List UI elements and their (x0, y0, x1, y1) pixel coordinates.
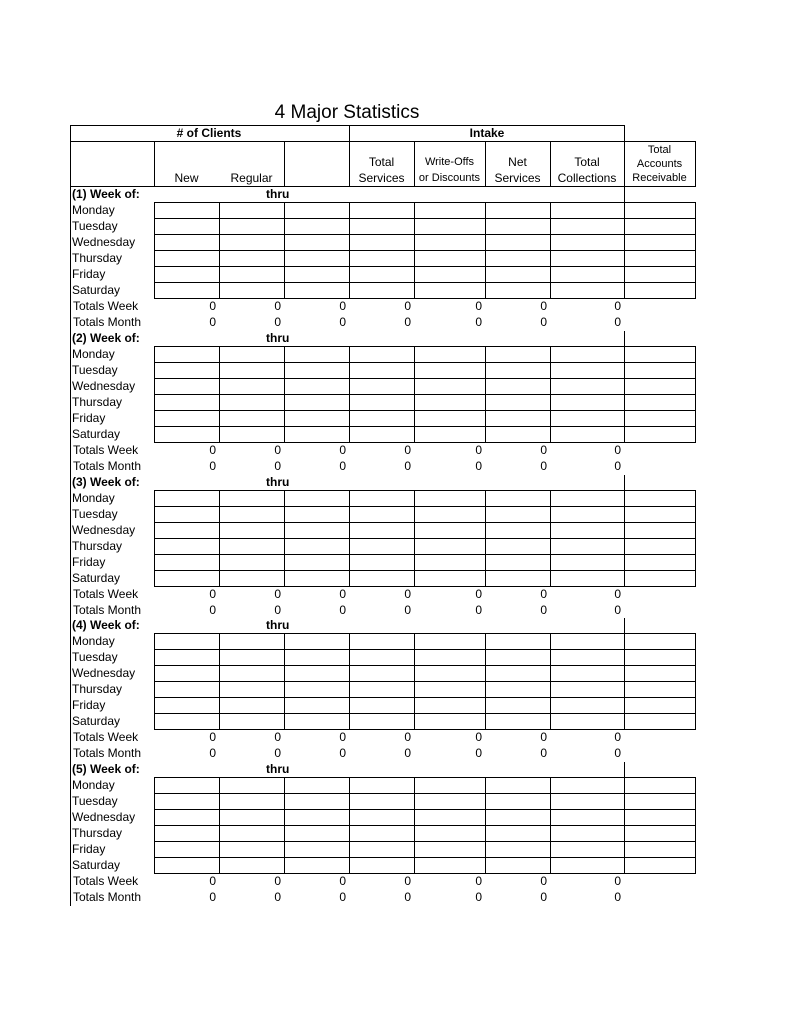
day-col-line (485, 202, 486, 299)
day-label: Thursday (72, 826, 123, 840)
day-row-line (154, 410, 695, 411)
day-label: Saturday (72, 571, 121, 585)
week-label: (5) Week of: (72, 762, 140, 776)
totals-week-label: Totals Week (73, 299, 139, 313)
day-col-line (414, 777, 415, 874)
week-label: (2) Week of: (72, 331, 140, 345)
totals-week-value: 0 (540, 299, 547, 313)
day-label: Saturday (72, 858, 121, 872)
block-left-border (70, 617, 71, 762)
totals-week-value: 0 (339, 587, 346, 601)
totals-month-value: 0 (614, 459, 621, 473)
day-col-line (624, 490, 625, 587)
block-right-stub (624, 618, 625, 633)
day-label: Monday (72, 203, 115, 217)
day-label: Friday (72, 698, 106, 712)
totals-month-value: 0 (614, 890, 621, 904)
totals-month-label: Totals Month (73, 603, 142, 617)
totals-month-value: 0 (339, 315, 346, 329)
totals-month-value: 0 (339, 746, 346, 760)
day-label: Thursday (72, 682, 123, 696)
totals-month-value: 0 (540, 603, 547, 617)
day-row-line (154, 681, 695, 682)
day-label: Wednesday (72, 810, 136, 824)
column-header-line2: Regular (230, 171, 273, 185)
totals-month-value: 0 (404, 459, 411, 473)
day-col-line (550, 633, 551, 730)
block-left-border (70, 186, 71, 331)
day-row-line (154, 809, 695, 810)
totals-month-value: 0 (209, 746, 216, 760)
day-row-line (154, 490, 695, 491)
day-label: Monday (72, 347, 115, 361)
totals-week-value: 0 (404, 299, 411, 313)
totals-month-value: 0 (274, 603, 281, 617)
day-col-line (485, 633, 486, 730)
week-label: (4) Week of: (72, 618, 140, 632)
thru-label: thru (266, 187, 290, 201)
totals-week-value: 0 (339, 874, 346, 888)
day-label: Friday (72, 842, 106, 856)
totals-month-value: 0 (540, 459, 547, 473)
group-label-clients: # of Clients (176, 126, 242, 140)
day-row-line (154, 234, 695, 235)
day-row-line (154, 570, 695, 571)
day-col-line (349, 633, 350, 730)
totals-month-value: 0 (274, 459, 281, 473)
day-col-line (695, 633, 696, 730)
day-label: Monday (72, 778, 115, 792)
week-label: (3) Week of: (72, 475, 140, 489)
totals-week-value: 0 (614, 730, 621, 744)
totals-week-value: 0 (404, 730, 411, 744)
totals-week-value: 0 (209, 730, 216, 744)
column-header-ar-line2: Accounts (636, 158, 683, 170)
day-col-line (219, 346, 220, 443)
column-header-line2: Services (358, 171, 405, 185)
totals-month-value: 0 (404, 746, 411, 760)
column-header-line1: Net (508, 155, 527, 169)
day-col-line (550, 346, 551, 443)
day-col-line (695, 490, 696, 587)
thru-label: thru (266, 618, 290, 632)
totals-week-value: 0 (475, 587, 482, 601)
block-left-border (70, 474, 71, 619)
header-ar-border (695, 141, 696, 187)
day-row-line (154, 378, 695, 379)
day-row-line (154, 394, 695, 395)
thru-label: thru (266, 331, 290, 345)
day-row-line (154, 554, 695, 555)
day-col-line (414, 490, 415, 587)
day-col-line (550, 202, 551, 299)
totals-month-value: 0 (475, 459, 482, 473)
totals-month-value: 0 (614, 746, 621, 760)
block-left-border (70, 761, 71, 906)
totals-week-value: 0 (274, 587, 281, 601)
day-label: Tuesday (72, 363, 118, 377)
totals-month-value: 0 (209, 890, 216, 904)
totals-month-label: Totals Month (73, 746, 142, 760)
day-label: Monday (72, 491, 115, 505)
totals-week-value: 0 (339, 443, 346, 457)
day-label: Thursday (72, 539, 123, 553)
column-header-line2: Services (494, 171, 541, 185)
block-right-stub (624, 762, 625, 777)
totals-week-label: Totals Week (73, 443, 139, 457)
day-label: Friday (72, 555, 106, 569)
totals-month-value: 0 (475, 603, 482, 617)
day-row-line (154, 250, 695, 251)
totals-week-value: 0 (274, 443, 281, 457)
day-row-line (154, 825, 695, 826)
day-row-line (154, 665, 695, 666)
header-col-border (284, 141, 285, 187)
day-col-line (485, 346, 486, 443)
day-label: Saturday (72, 427, 121, 441)
day-col-line (414, 633, 415, 730)
totals-week-value: 0 (540, 730, 547, 744)
totals-month-value: 0 (475, 315, 482, 329)
day-col-line (485, 777, 486, 874)
header-bottom-border (70, 186, 695, 187)
column-header-ar-line1: Total (647, 144, 672, 156)
column-header-line1: Total (574, 155, 600, 169)
totals-week-value: 0 (475, 443, 482, 457)
day-row-line (154, 362, 695, 363)
totals-month-value: 0 (404, 890, 411, 904)
block-right-stub (624, 475, 625, 490)
totals-week-label: Totals Week (73, 874, 139, 888)
day-label: Saturday (72, 714, 121, 728)
totals-week-value: 0 (274, 874, 281, 888)
totals-week-value: 0 (209, 874, 216, 888)
day-col-line (154, 346, 155, 443)
totals-week-value: 0 (274, 730, 281, 744)
day-label: Tuesday (72, 507, 118, 521)
totals-month-value: 0 (475, 746, 482, 760)
day-row-line (154, 346, 695, 347)
totals-week-value: 0 (339, 299, 346, 313)
totals-week-value: 0 (475, 874, 482, 888)
totals-week-value: 0 (209, 587, 216, 601)
day-col-line (154, 202, 155, 299)
page-title: 4 Major Statistics (274, 102, 420, 123)
column-header-line2: or Discounts (418, 172, 481, 184)
day-label: Wednesday (72, 523, 136, 537)
group-label-intake: Intake (469, 126, 505, 140)
day-row-line (154, 793, 695, 794)
column-header-ar-line3: Receivable (632, 172, 687, 184)
day-row-line (154, 202, 695, 203)
day-col-line (485, 490, 486, 587)
totals-week-value: 0 (274, 299, 281, 313)
column-header-line1: Write-Offs (424, 156, 475, 168)
totals-month-value: 0 (404, 603, 411, 617)
day-label: Tuesday (72, 219, 118, 233)
thru-label: thru (266, 762, 290, 776)
totals-week-value: 0 (404, 443, 411, 457)
day-col-line (624, 633, 625, 730)
day-col-line (414, 346, 415, 443)
day-label: Wednesday (72, 666, 136, 680)
column-header-line1: Total (368, 155, 395, 169)
totals-month-value: 0 (540, 315, 547, 329)
totals-month-value: 0 (209, 459, 216, 473)
thru-label: thru (266, 475, 290, 489)
totals-week-label: Totals Week (73, 587, 139, 601)
day-col-line (349, 202, 350, 299)
day-row-line (154, 857, 695, 858)
totals-week-value: 0 (614, 587, 621, 601)
day-label: Wednesday (72, 379, 136, 393)
totals-month-value: 0 (274, 746, 281, 760)
totals-month-value: 0 (339, 603, 346, 617)
totals-week-value: 0 (475, 730, 482, 744)
totals-month-value: 0 (209, 315, 216, 329)
totals-month-value: 0 (614, 315, 621, 329)
day-col-line (349, 346, 350, 443)
day-label: Friday (72, 411, 106, 425)
day-col-line (284, 202, 285, 299)
totals-week-value: 0 (475, 299, 482, 313)
block-left-border (70, 330, 71, 475)
day-label: Tuesday (72, 794, 118, 808)
block-right-stub (624, 331, 625, 346)
day-col-line (284, 346, 285, 443)
header-mid-border (70, 141, 695, 142)
day-col-line (284, 777, 285, 874)
totals-month-value: 0 (274, 315, 281, 329)
totals-month-value: 0 (540, 746, 547, 760)
day-row-line (154, 649, 695, 650)
day-row-line (154, 506, 695, 507)
day-col-line (624, 346, 625, 443)
day-col-line (695, 202, 696, 299)
totals-week-value: 0 (614, 299, 621, 313)
day-row-line (154, 713, 695, 714)
day-col-line (624, 777, 625, 874)
day-col-line (550, 777, 551, 874)
day-label: Wednesday (72, 235, 136, 249)
day-col-line (695, 777, 696, 874)
day-col-line (219, 202, 220, 299)
totals-week-value: 0 (339, 730, 346, 744)
day-label: Thursday (72, 395, 123, 409)
day-col-line (414, 202, 415, 299)
day-row-line (154, 841, 695, 842)
day-col-line (284, 490, 285, 587)
totals-week-value: 0 (614, 874, 621, 888)
day-row-line (154, 218, 695, 219)
totals-month-value: 0 (404, 315, 411, 329)
day-col-line (695, 346, 696, 443)
day-label: Monday (72, 634, 115, 648)
column-header-line2: New (174, 171, 199, 185)
day-col-line (550, 490, 551, 587)
totals-week-value: 0 (614, 443, 621, 457)
day-label: Friday (72, 267, 106, 281)
day-row-line (154, 266, 695, 267)
day-col-line (154, 490, 155, 587)
day-col-line (284, 633, 285, 730)
day-col-line (219, 633, 220, 730)
day-row-line (154, 633, 695, 634)
day-col-line (219, 490, 220, 587)
day-label: Thursday (72, 251, 123, 265)
day-label: Saturday (72, 283, 121, 297)
totals-month-label: Totals Month (73, 315, 142, 329)
totals-month-value: 0 (209, 603, 216, 617)
totals-week-value: 0 (540, 874, 547, 888)
totals-month-value: 0 (540, 890, 547, 904)
column-header-line2: Collections (557, 171, 617, 185)
totals-week-value: 0 (209, 443, 216, 457)
totals-month-value: 0 (339, 890, 346, 904)
totals-week-value: 0 (404, 874, 411, 888)
totals-week-value: 0 (540, 587, 547, 601)
day-col-line (154, 777, 155, 874)
block-right-stub (624, 187, 625, 202)
totals-month-value: 0 (339, 459, 346, 473)
totals-week-value: 0 (404, 587, 411, 601)
day-col-line (219, 777, 220, 874)
totals-month-label: Totals Month (73, 459, 142, 473)
day-row-line (154, 522, 695, 523)
totals-month-value: 0 (614, 603, 621, 617)
totals-week-value: 0 (209, 299, 216, 313)
day-col-line (154, 633, 155, 730)
day-row-line (154, 426, 695, 427)
day-label: Tuesday (72, 650, 118, 664)
totals-week-value: 0 (540, 443, 547, 457)
day-row-line (154, 777, 695, 778)
totals-month-label: Totals Month (73, 890, 142, 904)
header-left-border (70, 125, 71, 187)
day-col-line (624, 202, 625, 299)
day-col-line (349, 490, 350, 587)
day-row-line (154, 538, 695, 539)
totals-month-value: 0 (475, 890, 482, 904)
day-row-line (154, 282, 695, 283)
day-col-line (349, 777, 350, 874)
week-label: (1) Week of: (72, 187, 140, 201)
day-row-line (154, 697, 695, 698)
totals-week-label: Totals Week (73, 730, 139, 744)
totals-month-value: 0 (274, 890, 281, 904)
